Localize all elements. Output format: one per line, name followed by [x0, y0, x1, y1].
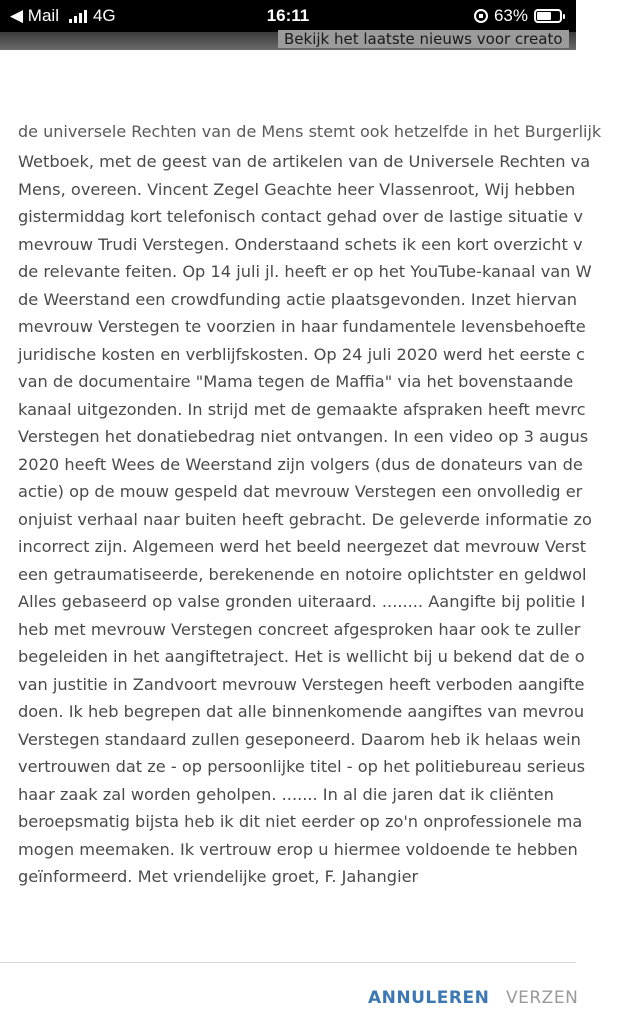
compose-dialog [0, 50, 602, 1024]
status-bar [0, 0, 576, 32]
message-line: beroepsmatig bijsta heb ik dit niet eerder op zo'n onprofessionele ma [18, 812, 583, 831]
message-line: de relevante feiten. Op 14 juli jl. heeft er op het YouTube-kanaal van W [18, 262, 592, 281]
orientation-lock-icon [474, 9, 488, 23]
message-line: mevrouw Verstegen te voorzien in haar fundamentele levensbehoefte [18, 317, 586, 336]
message-line: mevrouw Trudi Verstegen. Onderstaand schets ik een kort overzicht v [18, 234, 583, 254]
message-line: incorrect zijn. Algemeen werd het beeld neergezet dat mevrouw Verst [18, 537, 587, 556]
action-divider [0, 962, 576, 963]
message-line: Wetboek, met de geest van de artikelen van de Universele Rechten va [18, 152, 591, 171]
message-line: mogen meemaken. Ik vertrouw erop u hiermee voldoende te hebben [18, 839, 578, 859]
message-line: begeleiden in het aangiftetraject. Het is wellicht bij u bekend dat de o [18, 647, 585, 666]
message-line: doen. Ik heb begrepen dat alle binnenkomende aangiftes van mevrou [18, 702, 585, 721]
status-time: 16:11 [266, 6, 310, 25]
message-line: juridische kosten en verblijfskosten. Op 24 juli 2020 werd het eerste c [18, 344, 585, 364]
message-line: geïnformeerd. Met vriendelijke groet, F. Jahangier [18, 867, 419, 886]
back-to-mail-link[interactable]: ◀ Mail [10, 6, 59, 25]
message-line: Alles gebaseerd op valse gronden uiteraard. ........ Aangifte bij politie I [18, 592, 586, 611]
message-line: de Weerstand een crowdfunding actie plaatsgevonden. Inzet hiervan [18, 289, 578, 309]
message-line: onjuist verhaal naar buiten heeft gebracht. De geleverde informatie zo [18, 509, 592, 529]
message-cut-line: de universele Rechten van de Mens stemt ook hetzelfde in het Burgerlijk [18, 122, 602, 141]
message-lines [18, 148, 638, 891]
network-type: 4G [92, 6, 116, 25]
message-line: van de documentaire "Mama tegen de Maffia" via het bovenstaande [18, 372, 574, 391]
message-body[interactable] [0, 122, 602, 970]
background-banner-text: Bekijk het laatste nieuws voor creato [278, 30, 569, 48]
message-line: Verstegen het donatiebedrag niet ontvangen. In een video op 3 augus [18, 427, 589, 446]
message-line: actie) op de mouw gespeld dat mevrouw Verstegen een onvolledig er [18, 482, 583, 501]
message-line: een getraumatiseerde, berekenende en notoire oplichtster en geldwol [18, 564, 587, 584]
message-line: heb met mevrouw Verstegen concreet afgesproken haar ook te zuller [18, 619, 581, 639]
message-line: haar zaak zal worden geholpen. ....... In al die jaren dat ik cliënten [18, 784, 554, 804]
message-line: 2020 heeft Wees de Weerstand zijn volgers (dus de donateurs van de [18, 454, 583, 474]
message-line: Verstegen standaard zullen geseponeerd. Daarom heb ik helaas wein [18, 729, 581, 749]
message-line: kanaal uitgezonden. In strijd met de gemaakte afspraken heeft mevrc [18, 399, 586, 419]
battery-percent: 63% [493, 6, 528, 25]
message-line: Mens, overeen. Vincent Zegel Geachte heer Vlassenroot, Wij hebben [18, 179, 576, 199]
message-line: vertrouwen dat ze - op persoonlijke titel - op het politiebureau serieus [18, 757, 586, 776]
battery-icon [534, 9, 562, 23]
background-app-strip [0, 32, 576, 50]
status-right [474, 6, 562, 26]
cancel-button[interactable]: ANNULEREN [368, 988, 490, 1008]
battery-level [537, 12, 551, 20]
message-line: gistermiddag kort telefonisch contact gehad over de lastige situatie v [18, 207, 583, 226]
message-line: van justitie in Zandvoort mevrouw Verstegen heeft verboden aangifte [18, 674, 585, 694]
send-button[interactable]: VERZEN [506, 988, 579, 1008]
